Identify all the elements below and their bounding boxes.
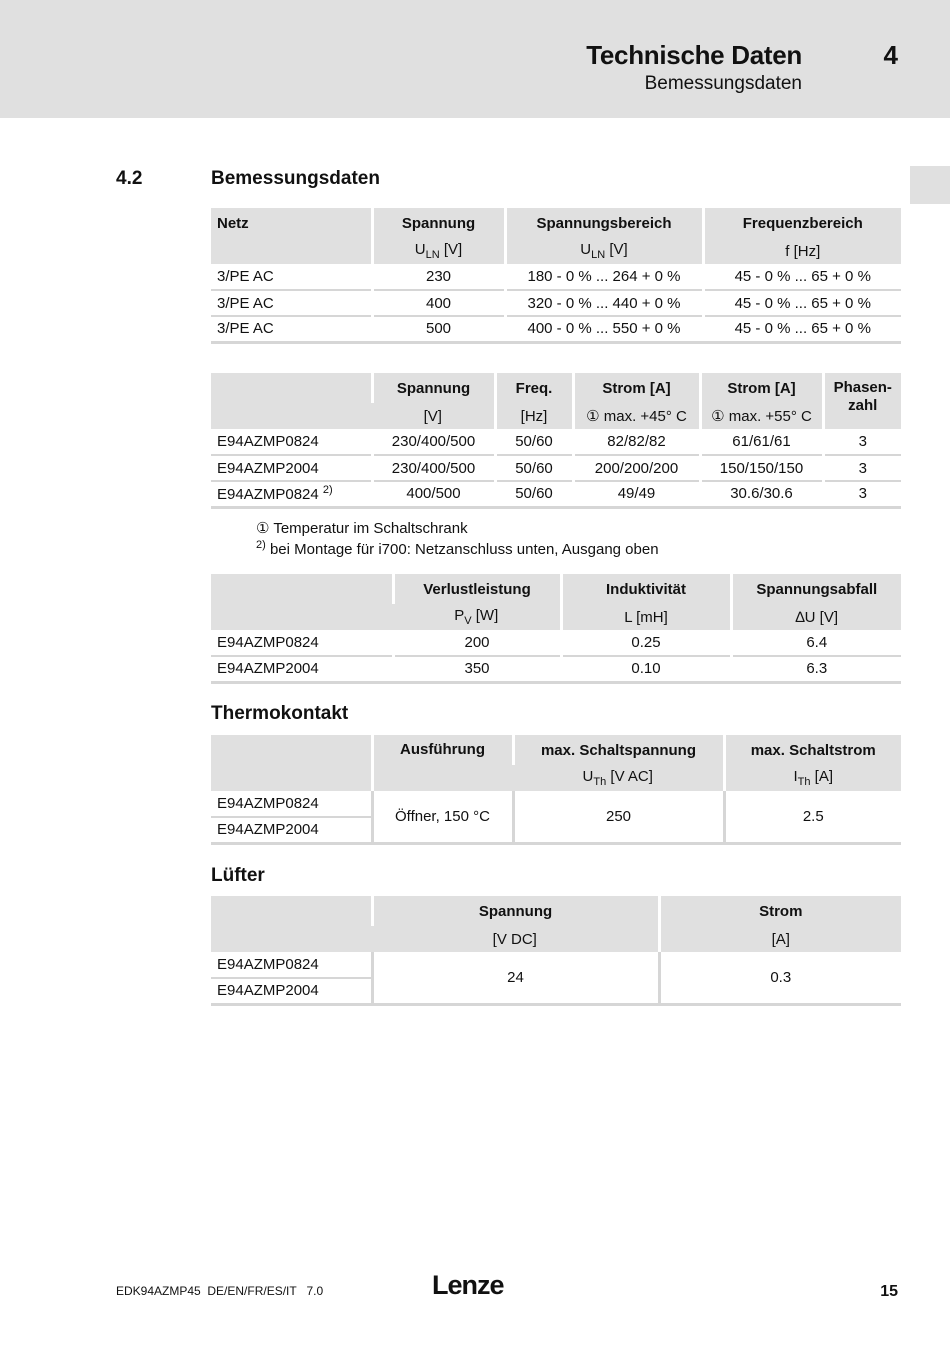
col-header: Ausführung [372,735,513,791]
thermo-title: Thermokontakt [211,703,349,724]
col-header: Netz [211,208,372,238]
col-header: Spannungsabfall [731,574,901,604]
unit-cell: $U_{Th}$ [V AC] [513,765,724,791]
table-row: E94AZMP2004 [211,817,901,843]
table-row: E94AZMP0824 200 0.25 6.4 [211,630,901,656]
col-header: Strom [659,896,901,926]
mains-table [211,208,901,344]
unit-cell: $P_V$ [W] [393,604,561,630]
section-number: 4.2 [116,168,143,189]
unit-cell: ∆U [V] [731,604,901,630]
page-number: 15 [880,1283,898,1300]
footer-doc-id: EDK94AZMP45 DE/EN/FR/ES/IT 7.0 [116,1284,324,1298]
col-header: Phasen-zahl [823,373,901,429]
table-unit-row [211,238,901,264]
table-row: E94AZMP0824 230/400/500 50/60 82/82/82 61/61/61 3 [211,429,901,455]
table-row: E94AZMP2004 [211,978,901,1004]
col-header: Strom [A] [700,373,823,403]
table-header-row [211,735,901,765]
unit-cell: [Hz] [495,403,573,429]
footnote-marker: 2) [322,484,333,497]
table-row: E94AZMP0824 Öffner, 150 °C 250 2.5 [211,791,901,817]
col-header: Spannung [372,208,505,238]
unit-cell: $U_{LN}$ [V] [505,238,703,264]
thermo-table [211,735,901,845]
table-row: E94AZMP0824 24 0.3 [211,952,901,978]
col-header: Spannung [372,373,495,403]
table-row: E94AZMP2004 350 0.10 6.3 [211,656,901,682]
lenze-logo: Lenze [432,1270,504,1300]
fan-title: Lüfter [211,865,265,886]
table-row: 3/PE AC 500 400 - 0 % ... 550 + 0 % 45 - 0 % ... 65 + 0 % [211,316,901,342]
table-row: 3/PE AC 400 320 - 0 % ... 440 + 0 % 45 - 0 % ... 65 + 0 % [211,290,901,316]
chapter-number: 4 [883,40,898,70]
table-header-row [211,896,901,926]
col-header: max. Schaltspannung [513,735,724,765]
section-title: Bemessungsdaten [211,168,380,189]
unit-cell: [V DC] [372,926,659,952]
unit-cell: ① max. +55° C [700,403,823,429]
unit-cell: L [mH] [561,604,731,630]
col-header: Verlustleistung [393,574,561,604]
footnote-1: ① Temperatur im Schaltschrank [256,520,468,537]
footnote-2: $^{2)}$ bei Montage für i700: Netzanschluss unten, Ausgang oben [256,539,659,558]
header-band [0,0,950,118]
unit-cell: ① max. +45° C [573,403,700,429]
col-header: Freq. [495,373,573,403]
col-header: Spannung [372,896,659,926]
header-title: Technische Daten [586,40,802,70]
ratings-table [211,373,901,509]
losses-table [211,574,901,684]
table-row: 3/PE AC 230 180 - 0 % ... 264 + 0 % 45 - 0 % ... 65 + 0 % [211,264,901,290]
unit-cell: [A] [659,926,901,952]
table-header-row [211,208,901,238]
unit-cell: $U_{LN}$ [V] [372,238,505,264]
table-row: E94AZMP2004 230/400/500 50/60 200/200/200 150/150/150 3 [211,455,901,481]
table-row: E94AZMP0824 $^{2)}$ 400/500 50/60 49/49 30.6/30.6 3 [211,481,901,507]
col-header: Spannungsbereich [505,208,703,238]
chapter-tab-marker [910,166,950,204]
table-header-row [211,574,901,604]
col-header: Frequenzbereich [703,208,901,238]
col-header: Strom [A] [573,373,700,403]
unit-cell: $I_{Th}$ [A] [724,765,901,791]
unit-cell: [V] [372,403,495,429]
fan-table [211,896,901,1006]
unit-cell: f [Hz] [703,238,901,264]
col-header: Induktivität [561,574,731,604]
col-header: max. Schaltstrom [724,735,901,765]
header-subtitle: Bemessungsdaten [644,73,802,94]
table-header-row [211,373,901,403]
